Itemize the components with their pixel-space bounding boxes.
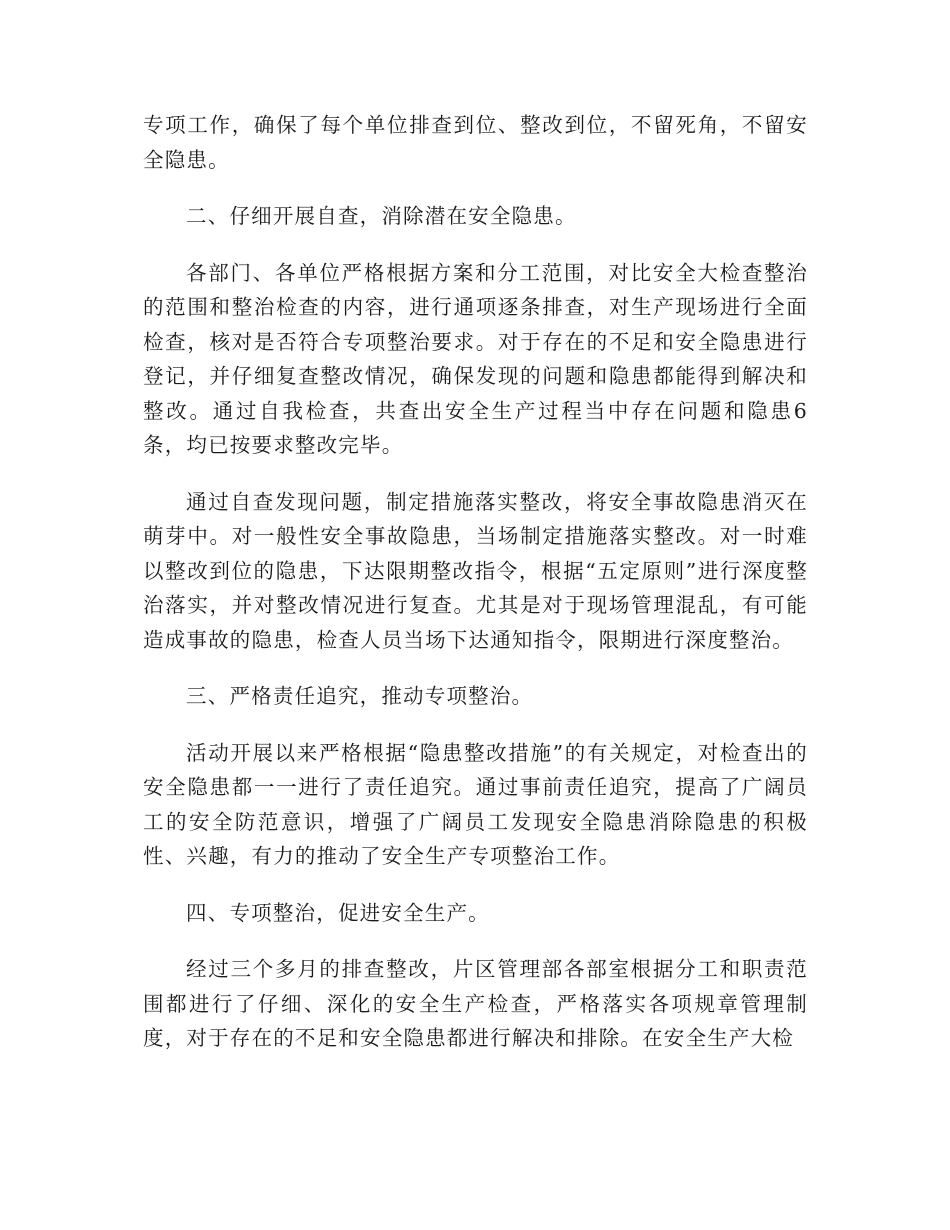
section-heading-4: 四、专项整治，促进安全生产。 bbox=[186, 900, 490, 925]
paragraph-accountability: 活动开展以来严格根据“隐患整改措施”的有关规定，对检查出的安全隐患都一一进行了责任追究。通过事前责任追究，提高了广阔员工的安全防范意识，增强了广阔员工发现安全隐患消除隐患的积极性、兴趣，有力的推动了安全生产专项整治工作。 bbox=[143, 740, 808, 868]
paragraph-rectification: 通过自查发现问题，制定措施落实整改，将安全事故隐患消灭在萌芽中。对一般性安全事故隐患，当场制定措施落实整改。对一时难以整改到位的隐患，下达限期整改指令，根据“五定原则”进行深度整治落实，并对整改情况进行复查。尤其是对于现场管理混乱，有可能造成事故的隐患，检查人员当场下达通知指令，限期进行深度整治。 bbox=[143, 489, 808, 652]
paragraph-self-inspection: 各部门、各单位严格根据方案和分工范围，对比安全大检查整治的范围和整治检查的内容，进行通项逐条排查，对生产现场进行全面检查，核对是否符合专项整治要求。对于存在的不足和安全隐患进行登记，并仔细复查整改情况，确保发现的问题和隐患都能得到解决和整改。通过自我检查，共查出安全生产过程当中存在问题和隐患6条，均已按要求整改完毕。 bbox=[143, 260, 808, 457]
paragraph-production-safety: 经过三个多月的排查整改，片区管理部各部室根据分工和职责范围都进行了仔细、深化的安全生产检查，严格落实各项规章管理制度，对于存在的不足和安全隐患都进行解决和排除。在安全生产大检 bbox=[143, 957, 808, 1050]
section-heading-2: 二、仔细开展自查，消除潜在安全隐患。 bbox=[186, 204, 577, 228]
section-heading-3: 三、严格责任追究，推动专项整治。 bbox=[186, 684, 534, 708]
paragraph-continuation: 专项工作，确保了每个单位排查到位、整改到位，不留死角，不留安全隐患。 bbox=[143, 113, 808, 172]
document-page bbox=[143, 108, 808, 1078]
